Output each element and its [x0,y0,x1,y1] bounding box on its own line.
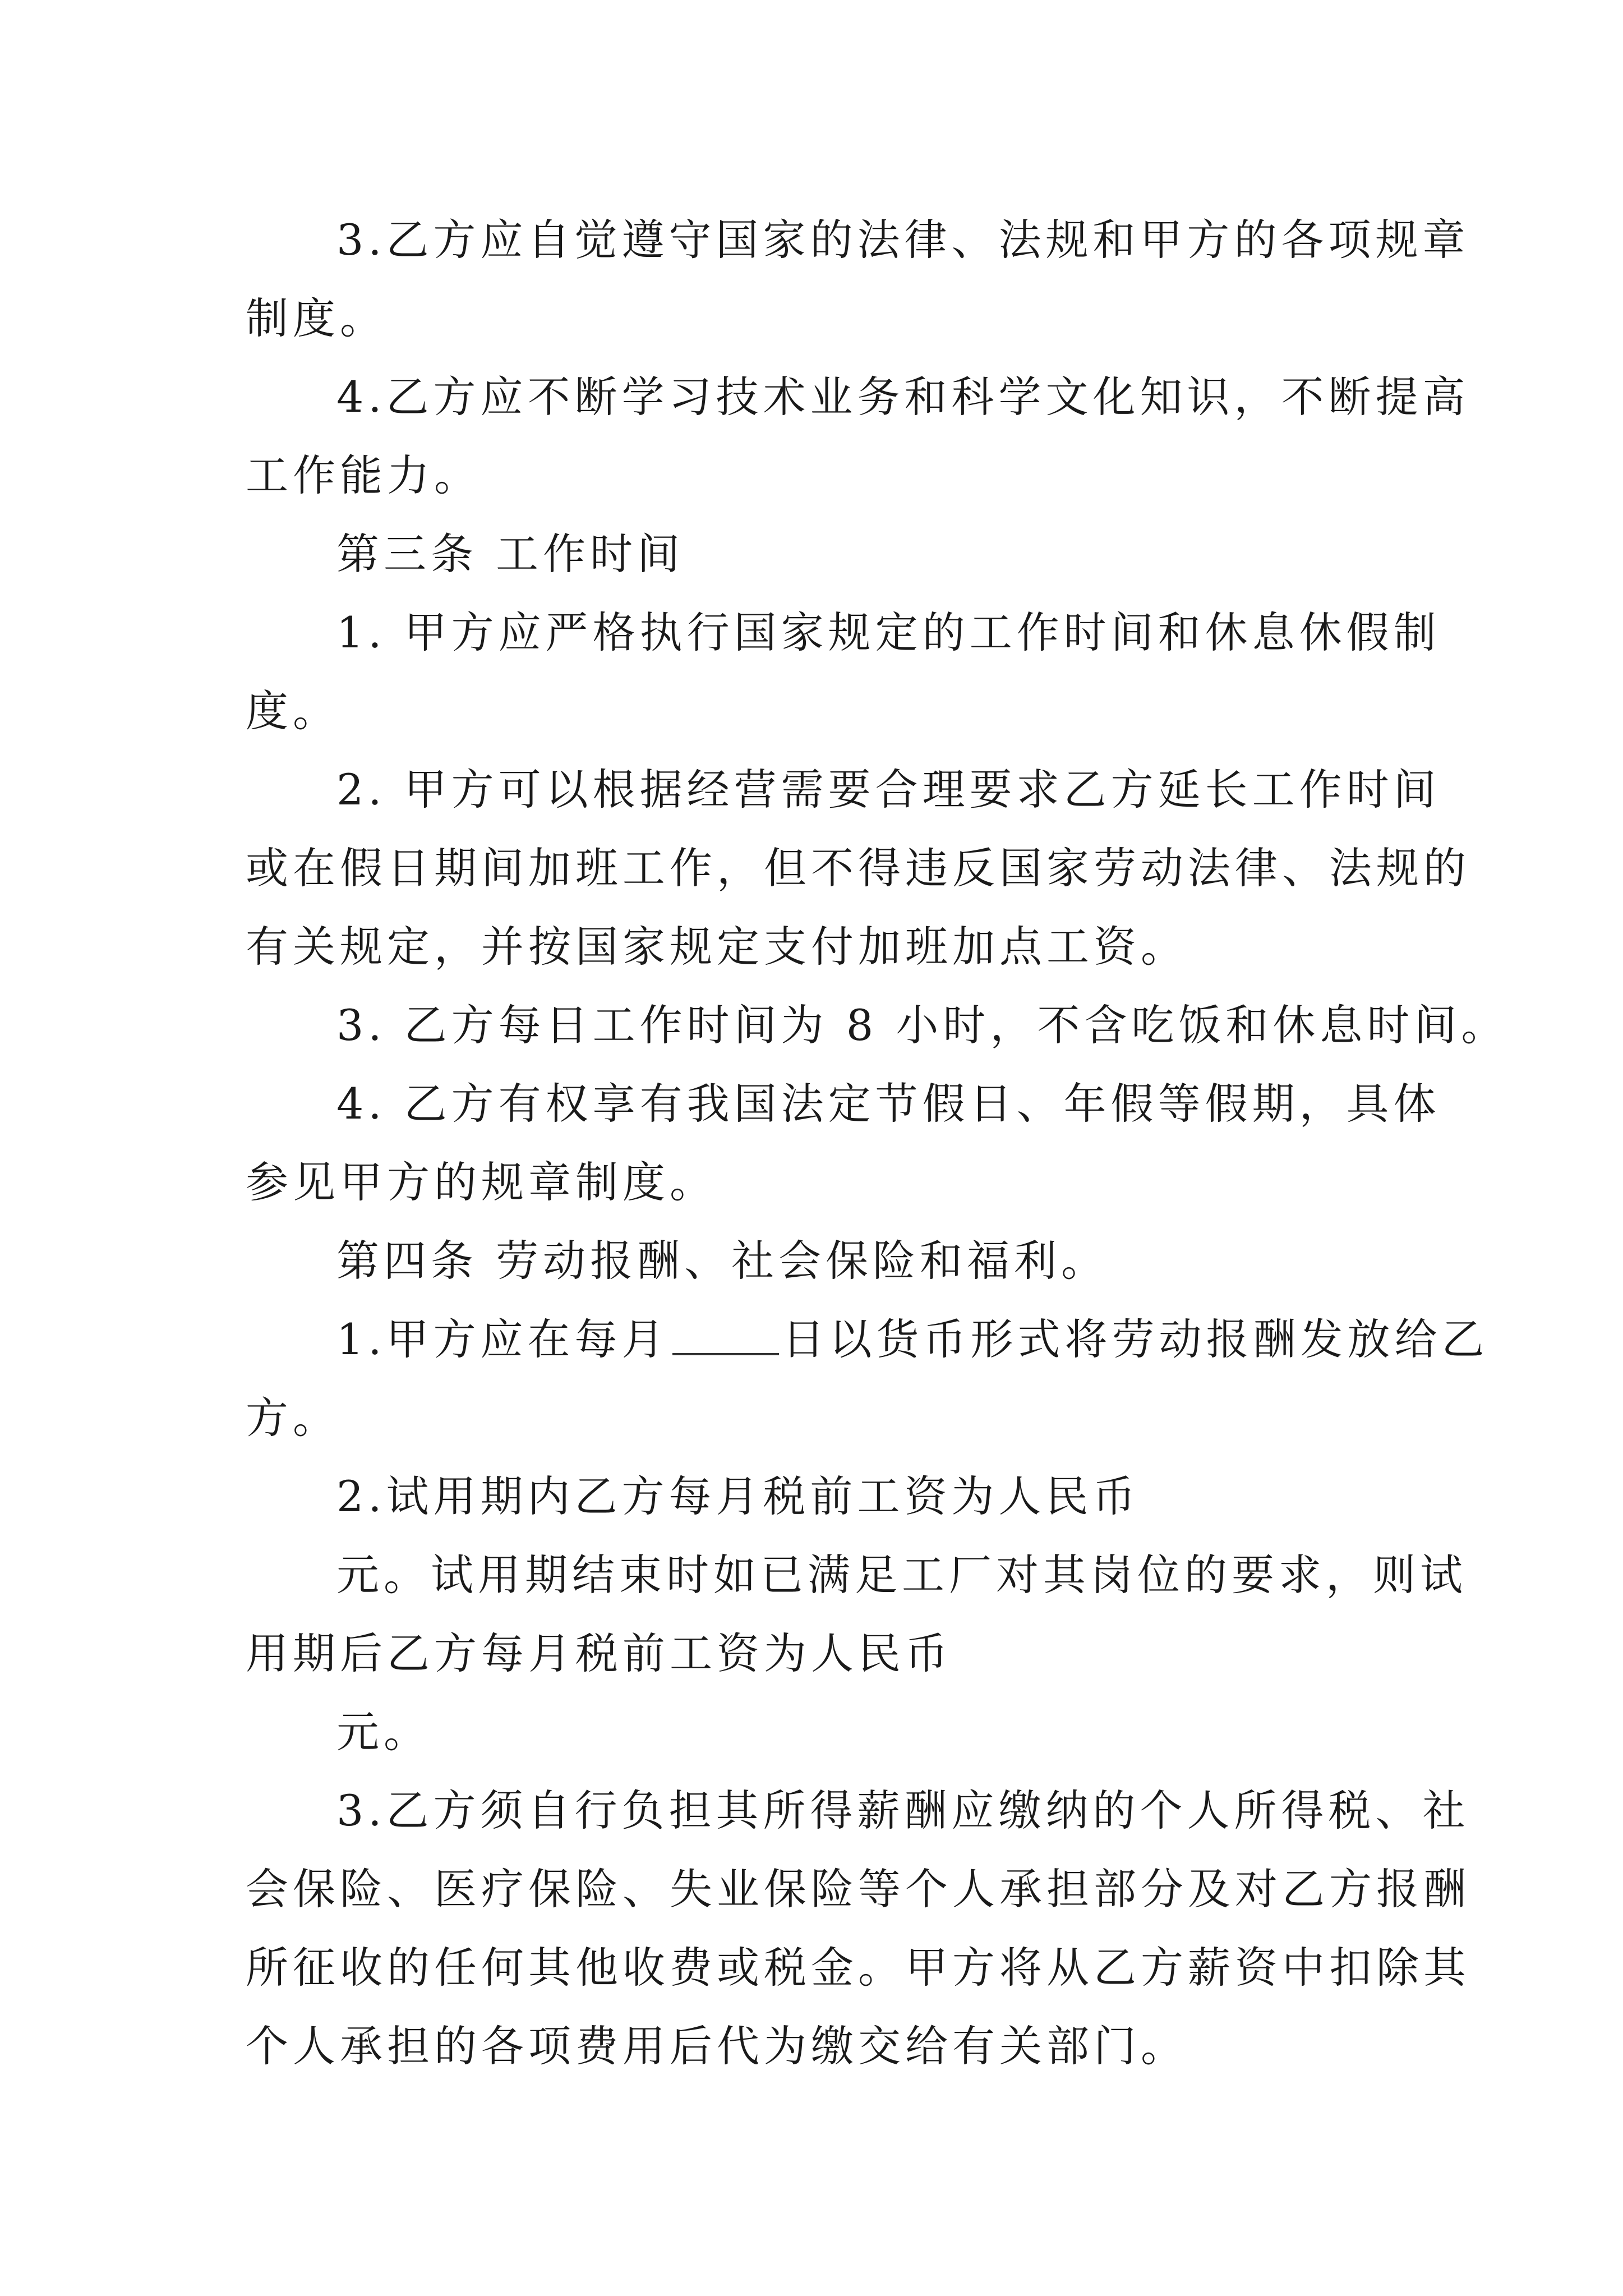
paragraph-line: 3.乙方应自觉遵守国家的法律、法规和甲方的各项规章 [336,215,1470,265]
paragraph-line: 有关规定，并按国家规定支付加班加点工资。 [246,922,1188,972]
paragraph-line: 4.乙方应不断学习技术业务和科学文化知识，不断提高 [336,372,1470,422]
paragraph-line: 所征收的任何其他收费或税金。甲方将从乙方薪资中扣除其 [246,1943,1470,1993]
section-heading: 第四条 劳动报酬、社会保险和福利。 [336,1236,1109,1286]
paragraph-line: 参见甲方的规章制度。 [246,1157,717,1207]
paragraph-line: 4. 乙方有权享有我国法定节假日、年假等假期，具体 [336,1079,1441,1129]
paragraph-line: 会保险、医疗保险、失业保险等个人承担部分及对乙方报酬 [246,1864,1470,1914]
paragraph-line: 个人承担的各项费用后代为缴交给有关部门。 [246,2021,1188,2071]
paragraph-line: 方。 [246,1393,340,1443]
paragraph-line: 1. 甲方应严格执行国家规定的工作时间和休息休假制 [336,608,1441,657]
paragraph-line: 2.试用期内乙方每月税前工资为人民币 [336,1471,1140,1521]
paragraph-line: 3. 乙方每日工作时间为 8 小时，不含吃饭和休息时间。 [336,1000,1509,1050]
paragraph-line: 3.乙方须自行负担其所得薪酬应缴纳的个人所得税、社 [336,1786,1470,1835]
fill-in-blank [672,1297,779,1355]
paragraph-line: 2. 甲方可以根据经营需要合理要求乙方延长工作时间 [336,765,1441,815]
paragraph-line: 元。 [336,1707,431,1757]
paragraph-line: 制度。 [246,293,387,343]
paragraph-line: 用期后乙方每月税前工资为人民币 [246,1628,952,1678]
line-text: 日以货币形式将劳动报酬发放给乙 [782,1314,1489,1364]
section-heading: 第三条 工作时间 [336,529,685,579]
paragraph-line: 或在假日期间加班工作，但不得违反国家劳动法律、法规的 [246,843,1470,893]
paragraph-line: 度。 [246,686,340,736]
paragraph-line: 元。试用期结束时如已满足工厂对其岗位的要求，则试 [336,1550,1467,1600]
line-text: 1.甲方应在每月 [336,1314,669,1364]
paragraph-line [336,1300,1489,1379]
paragraph-line: 工作能力。 [246,450,481,500]
